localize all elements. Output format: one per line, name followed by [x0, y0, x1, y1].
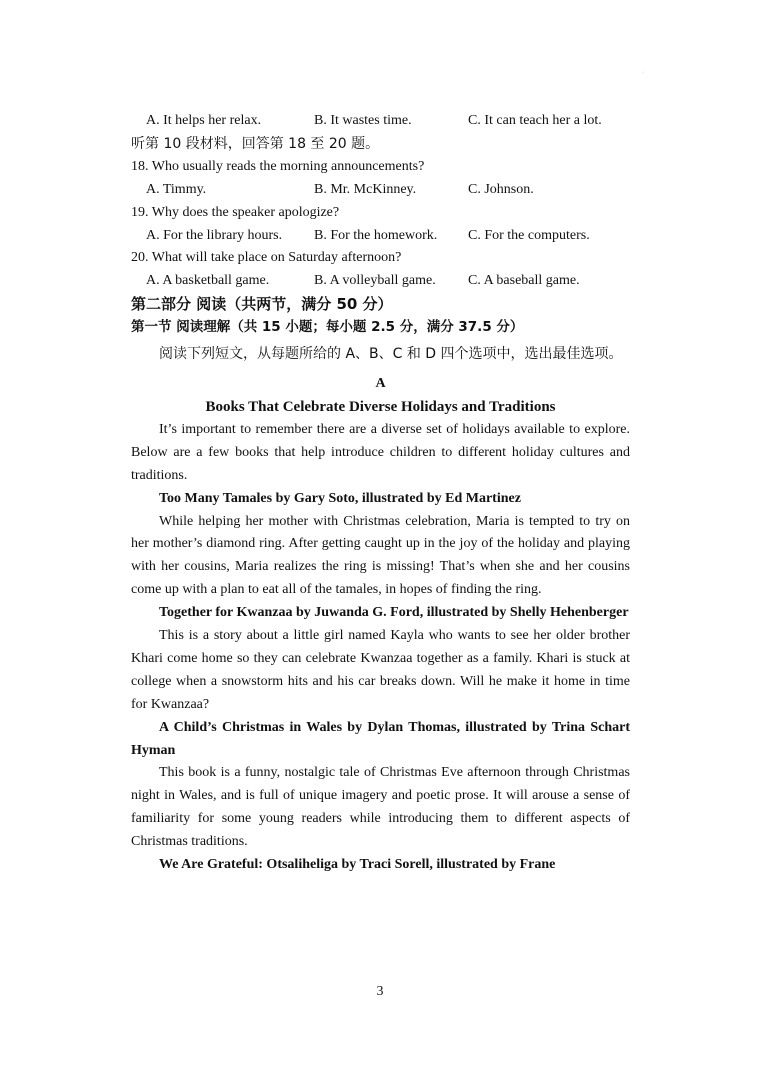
q18-options [131, 179, 630, 202]
question-20: 20. What will take place on Saturday afternoon? [131, 250, 402, 266]
option-b: B. For the homework. [314, 227, 438, 243]
book-title: Too Many Tamales by Gary Soto, illustrated by Ed Martinez [159, 490, 521, 506]
part2-title: 第二部分 阅读（共两节，满分 50 分） [131, 295, 393, 314]
instructions: 阅读下列短文，从每题所给的 A、B、C 和 D 四个选项中，选出最佳选项。 [159, 346, 623, 363]
q17-options [131, 110, 630, 133]
passage-label: A [375, 376, 386, 392]
book-title: We Are Grateful: Otsaliheliga by Traci Sorell, illustrated by Frane [159, 857, 556, 873]
q20-options [131, 270, 630, 293]
book-description: This is a story about a little girl named Kayla who wants to see her older brother Khari come home so they can celebrate Kwanzaa together as a family. Khari is stuck at college when a snowstorm hits and his car breaks down. Will he make it home in time for Kwanzaa? [131, 628, 630, 712]
option-a: A. A basketball game. [146, 273, 270, 289]
book-description: While helping her mother with Christmas celebration, Maria is tempted to try on her mother’s diamond ring. After getting caught up in the joy of the holiday and playing with her cousins, Maria realizes the ring is missing! That’s when she and her cousins come up with a plan to eat all of the tamales, in hopes of finding the ring. [131, 513, 630, 598]
listening-intro: 听第 10 段材料，回答第 18 至 20 题。 [131, 135, 380, 152]
book-description: This book is a funny, nostalgic tale of Christmas Eve afternoon through Christmas night in Wales, and is full of unique imagery and poetic prose. It will arouse a sense of familiarity for some young readers while introducing them to different aspects of Christmas traditions. [131, 765, 630, 850]
option-b: B. A volleyball game. [314, 273, 436, 289]
passage-intro: It’s important to remember there are a diverse set of holidays available to explore. Below are a few books that help introduce children to different holiday cultures and traditions. [131, 421, 630, 483]
option-b: B. Mr. McKinney. [314, 181, 417, 197]
option-c: C. Johnson. [468, 181, 534, 197]
q19-options [131, 225, 630, 248]
question-18: 18. Who usually reads the morning announcements? [131, 158, 425, 174]
option-b: B. It wastes time. [314, 113, 412, 128]
option-c: C. It can teach her a lot. [468, 113, 602, 128]
option-c: C. For the computers. [468, 227, 590, 243]
option-a: A. Timmy. [146, 181, 207, 197]
option-c: C. A baseball game. [468, 273, 580, 289]
section1-title: 第一节 阅读理解（共 15 小题；每小题 2.5 分，满分 37.5 分） [131, 319, 524, 336]
option-a: A. For the library hours. [146, 227, 283, 243]
page-number: 3 [376, 984, 384, 999]
passage-title: Books That Celebrate Diverse Holidays and Traditions [205, 398, 556, 415]
option-a: A. It helps her relax. [146, 113, 262, 128]
book-title: A Child’s Christmas in Wales by Dylan Thomas, illustrated by Trina Schart Hyman [131, 719, 630, 758]
page-content [131, 110, 630, 877]
question-19: 19. Why does the speaker apologize? [131, 204, 340, 220]
corner-mark: · [642, 70, 644, 76]
book-title: Together for Kwanzaa by Juwanda G. Ford, illustrated by Shelly Hehenberger [159, 605, 629, 621]
